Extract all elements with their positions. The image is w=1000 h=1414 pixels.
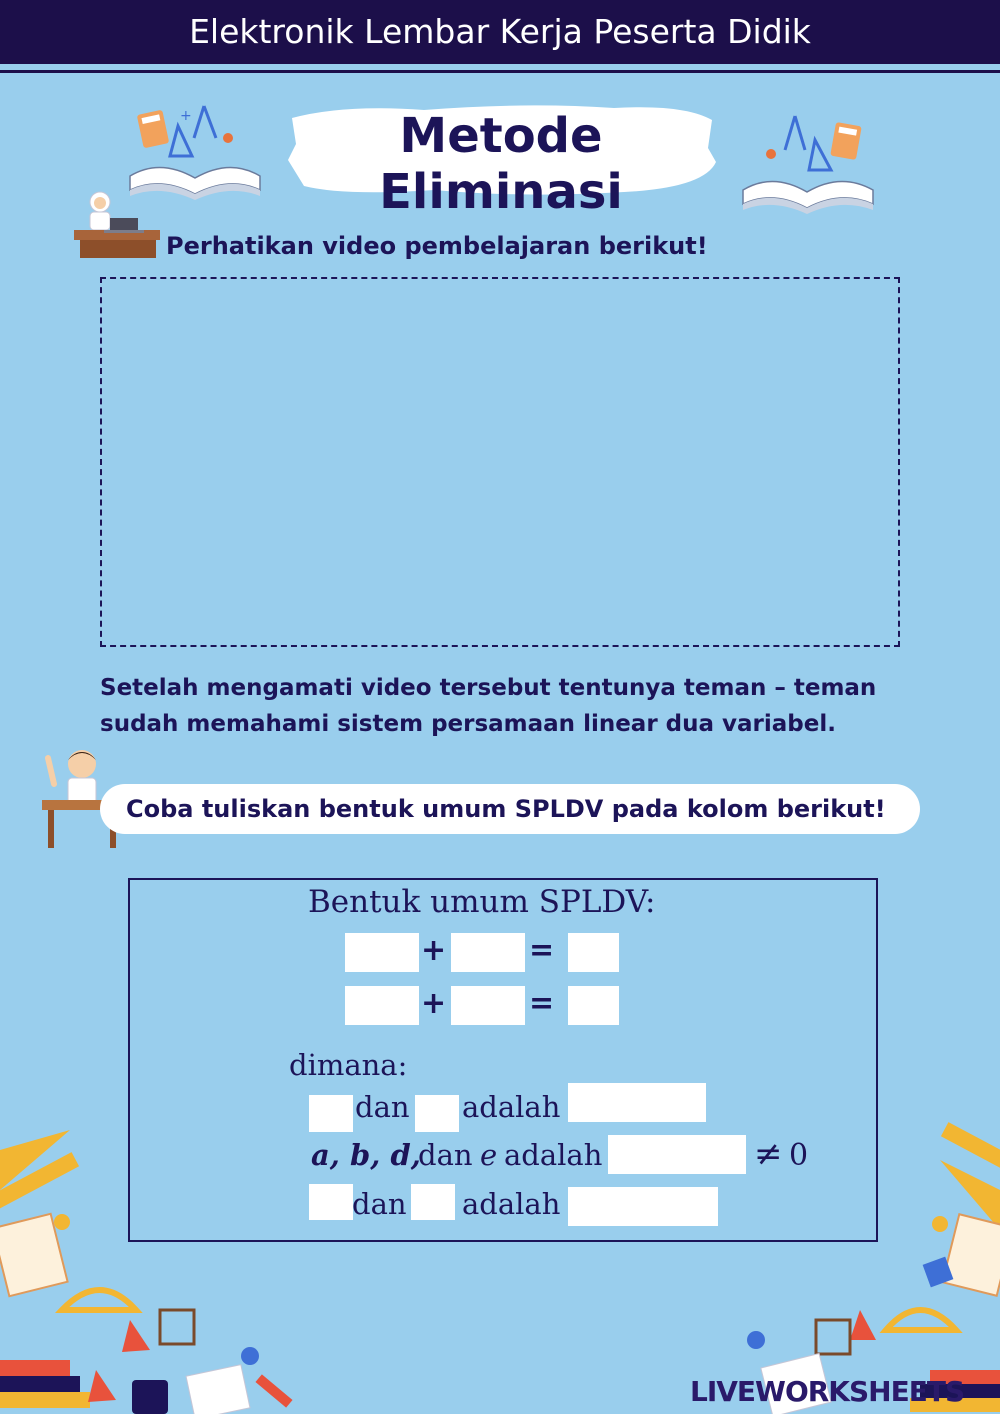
line3-dan: dan: [352, 1187, 407, 1221]
intro-paragraph: Setelah mengamati video tersebut tentunya teman – teman sudah memahami sistem persamaan linear dua variabel.: [100, 675, 877, 737]
eq1-term2-input[interactable]: [451, 933, 525, 972]
header-title: Elektronik Lembar Kerja Peserta Didik: [189, 12, 811, 51]
line2-dan: dan: [418, 1138, 473, 1172]
line3-adalah: adalah: [462, 1187, 561, 1221]
var2-input[interactable]: [415, 1095, 459, 1132]
where-label: dimana:: [289, 1048, 408, 1082]
eq2-plus: +: [421, 986, 447, 1021]
school-supplies-illustration-right: [700, 1120, 1000, 1414]
header-divider: [0, 70, 1000, 73]
liveworksheets-watermark: LIVEWORKSHEETS: [690, 1375, 965, 1408]
eq2-equals: =: [529, 986, 555, 1021]
svg-text:+: +: [180, 108, 192, 124]
const1-input[interactable]: [309, 1184, 353, 1220]
eq2-term1-input[interactable]: [345, 986, 419, 1025]
constants-meaning-input[interactable]: [568, 1187, 718, 1226]
eq1-plus: +: [421, 933, 447, 968]
formula-heading: Bentuk umum SPLDV:: [308, 884, 656, 920]
line2-adalah: adalah: [504, 1138, 603, 1172]
const2-input[interactable]: [411, 1184, 455, 1220]
line1-adalah: adalah: [462, 1090, 561, 1124]
coefficients-vars: a, b, d,: [311, 1138, 421, 1172]
var1-input[interactable]: [309, 1095, 353, 1132]
line2-e: e: [480, 1138, 498, 1172]
student-laptop-illustration: [74, 188, 162, 260]
line1-dan: dan: [355, 1090, 410, 1124]
eq1-equals: =: [529, 933, 555, 968]
page-title: Metode Eliminasi: [379, 108, 623, 220]
math-book-illustration-right: [735, 110, 880, 220]
school-supplies-illustration-left: [0, 1130, 300, 1414]
not-equal-sign: ≠: [754, 1134, 783, 1174]
video-placeholder[interactable]: [100, 277, 900, 647]
eq2-term2-input[interactable]: [451, 986, 525, 1025]
eq1-term1-input[interactable]: [345, 933, 419, 972]
video-instruction: Perhatikan video pembelajaran berikut!: [166, 232, 708, 260]
eq2-result-input[interactable]: [568, 986, 619, 1025]
write-instruction: Coba tuliskan bentuk umum SPLDV pada kolom berikut!: [126, 795, 886, 823]
zero-value: 0: [789, 1138, 809, 1173]
variables-meaning-input[interactable]: [568, 1083, 706, 1122]
eq1-result-input[interactable]: [568, 933, 619, 972]
